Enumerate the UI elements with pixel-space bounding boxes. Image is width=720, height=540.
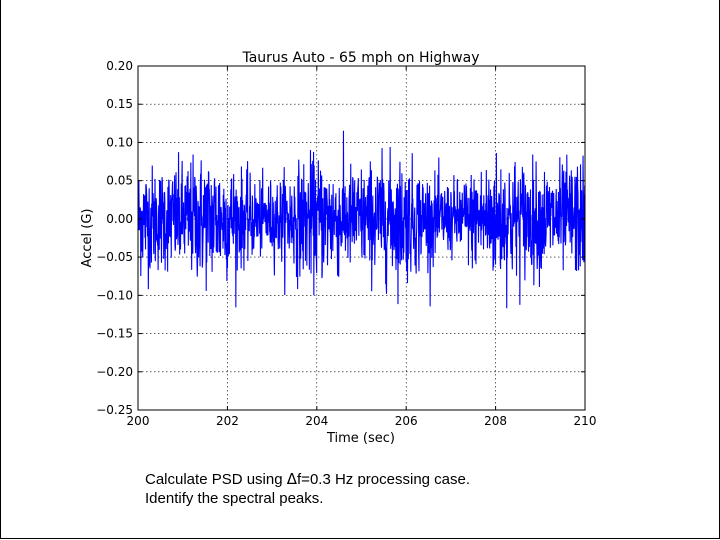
chart-title: Taurus Auto - 65 mph on Highway — [242, 50, 480, 66]
caption-line-1 — [145, 470, 470, 489]
y-tick-label: 0.20 — [106, 59, 133, 73]
y-tick-label: 0.00 — [106, 211, 133, 226]
caption-line-2: Identify the spectral peaks. — [145, 490, 324, 507]
slide-caption — [145, 470, 470, 508]
y-tick-label: −0.20 — [96, 364, 133, 379]
x-axis-title: Time (sec) — [326, 431, 396, 446]
x-tick-label: 208 — [484, 414, 508, 428]
y-tick-label: 0.05 — [106, 173, 133, 188]
y-tick-label: −0.10 — [96, 288, 133, 303]
y-tick-label: −0.15 — [96, 326, 133, 341]
caption-line-1-prefix: Calculate PSD using — [145, 471, 287, 488]
x-tick-label: 210 — [573, 414, 597, 428]
y-tick-label: 0.10 — [106, 135, 133, 150]
x-tick-labels — [127, 414, 597, 428]
y-tick-labels — [96, 59, 133, 417]
y-axis-title: Accel (G) — [80, 208, 95, 268]
y-tick-label: −0.05 — [96, 250, 133, 265]
x-tick-label: 206 — [394, 414, 418, 428]
caption-line-1-suffix: f=0.3 Hz processing case. — [297, 471, 471, 488]
delta-symbol: Δ — [286, 470, 298, 488]
y-tick-label: 0.15 — [106, 97, 133, 112]
x-tick-label: 202 — [215, 414, 239, 428]
x-tick-label: 204 — [305, 414, 329, 428]
plot-area — [138, 66, 585, 410]
y-tick-label: −0.25 — [96, 403, 133, 417]
x-tick-label: 200 — [126, 414, 150, 428]
